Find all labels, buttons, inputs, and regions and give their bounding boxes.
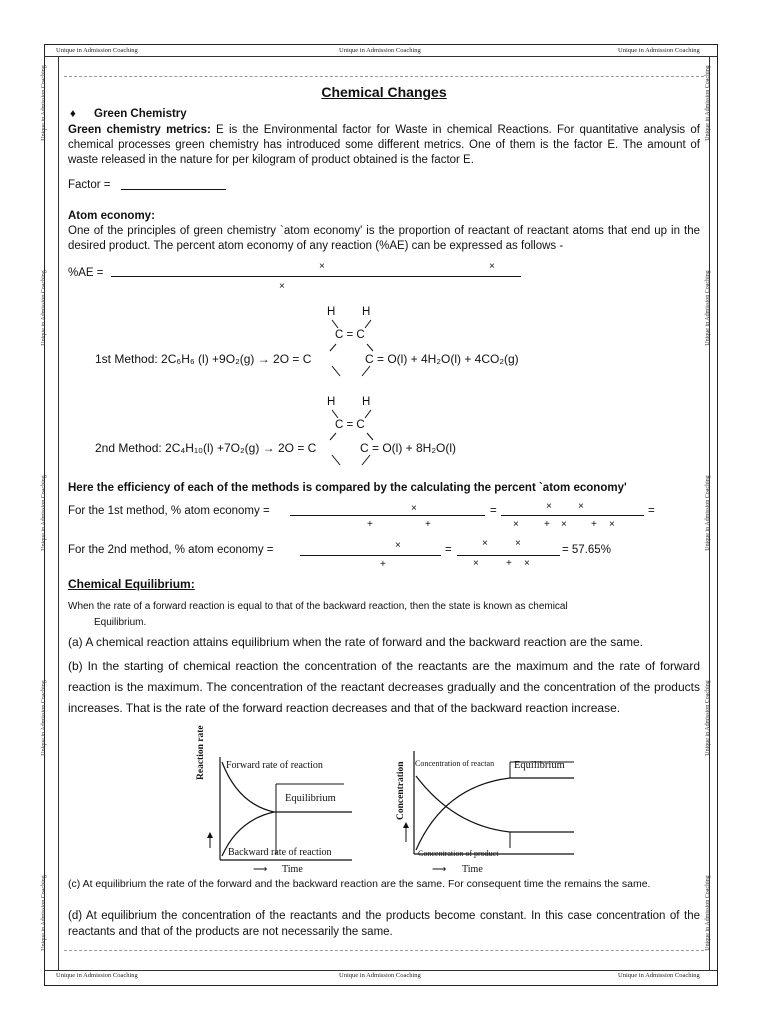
times-mark: × [279,281,285,292]
side-label: Unique in Admission Coaching [40,875,47,951]
method1-atom-economy-label: For the 1st method, % atom economy = [68,505,270,517]
times-mark: × [524,558,530,569]
point-b: (b) In the starting of chemical reaction the concentration of the reactants are the maximum and the rate of forward reaction is the maximum. The concentration of the reactant decreases gradually and the concentration of the products increases. That is the rate of the forward reaction decreases and that of the backward reaction increase. [68,659,700,715]
equals-sign: = [445,544,452,556]
product-concentration-label: Concentration of product [418,849,499,858]
times-mark: × [482,538,488,549]
equilibrium-heading: Chemical Equilibrium: [68,577,195,591]
fraction-bar [501,515,644,516]
equilibrium-label: Equilibrium [514,760,565,771]
equilibrium-intro: When the rate of a forward reaction is equal to that of the backward reaction, then the state is known as chemical [68,601,568,612]
point-a: (a) A chemical reaction attains equilibrium when the rate of forward and the backward reaction are the same. [68,635,643,649]
equilibrium-label: Equilibrium [285,793,336,804]
atom-economy-heading: Atom economy: [68,210,155,222]
factor-label: Factor = [68,179,111,191]
side-label: Unique in Admission Coaching [704,875,711,951]
plus-sign: + [380,559,386,570]
reactant-concentration-label: Concentration of reactan [415,759,495,768]
point-d: (d) At equilibrium the concentration of the reactants and the products become constant. In this case concentration of the reactants and that of the products are not necessarily the same. [68,910,700,938]
page-title: Chemical Changes [321,84,447,100]
hydrogen-label: H [362,396,371,408]
concentration-ylabel: Concentration [396,761,406,820]
times-mark: × [561,519,567,530]
times-mark: × [515,538,521,549]
times-mark: × [473,558,479,569]
forward-rate-label: Forward rate of reaction [226,760,323,771]
cc-double-bond: C = C [335,329,365,341]
header-right: Unique in Admission Coaching [618,47,700,54]
method2-atom-economy-label: For the 2nd method, % atom economy = [68,544,274,556]
side-label: Unique in Admission Coaching [704,680,711,756]
plus-sign: + [506,558,512,569]
green-chemistry-heading: Green Chemistry [94,108,187,120]
header-left: Unique in Admission Coaching [56,47,138,54]
equals-sign: = [490,505,497,517]
times-mark: × [578,501,584,512]
times-mark: × [395,540,401,551]
time-label: Time [282,864,303,875]
footer-left: Unique in Admission Coaching [56,972,138,979]
plus-sign: + [425,519,431,530]
times-mark: × [411,503,417,514]
time-arrow: ⟶ [432,864,447,875]
side-label: Unique in Admission Coaching [704,270,711,346]
plus-sign: + [367,519,373,530]
footer-center: Unique in Admission Coaching [339,972,421,979]
plus-sign: + [544,519,550,530]
side-label: Unique in Admission Coaching [40,270,47,346]
footer-right: Unique in Admission Coaching [618,972,700,979]
method1-products: C = O(l) + 4H₂O(l) + 4CO₂(g) [365,352,519,366]
method2-products: C = O(l) + 8H₂O(l) [360,441,456,455]
hydrogen-label: H [327,396,336,408]
method1-equation: 1st Method: 2C₆H₆ (l) +9O₂(g) → 2O = C [95,352,312,366]
times-mark: × [319,261,325,272]
side-label: Unique in Admission Coaching [704,475,711,551]
point-c: (c) At equilibrium the rate of the forward and the backward reaction are the same. For consequent time the remains the same. [68,878,651,890]
hydrogen-label: H [327,306,336,318]
side-label: Unique in Admission Coaching [40,475,47,551]
equals-sign: = [648,505,655,517]
efficiency-heading: Here the efficiency of each of the methods is compared by the calculating the percent `atom economy' [68,482,627,494]
result-value: = 57.65% [562,544,611,556]
equilibrium-intro-cont: Equilibrium. [94,617,147,628]
backward-rate-label: Backward rate of reaction [228,847,332,858]
cc-double-bond: C = C [335,419,365,431]
header-center: Unique in Admission Coaching [339,47,421,54]
plus-sign: + [591,519,597,530]
times-mark: × [489,261,495,272]
times-mark: × [513,519,519,530]
time-label: Time [462,864,483,875]
hydrogen-label: H [362,306,371,318]
time-arrow: ⟶ [253,864,268,875]
side-label: Unique in Admission Coaching [40,680,47,756]
bullet-icon: ♦ [70,108,76,120]
side-label: Unique in Admission Coaching [40,65,47,141]
times-mark: × [546,501,552,512]
times-mark: × [609,519,615,530]
reaction-rate-ylabel: Reaction rate [196,725,206,780]
method2-equation: 2nd Method: 2C₄H₁₀(l) +7O₂(g) → 2O = C [95,441,317,455]
green-metrics-paragraph: Green chemistry metrics: E is the Environmental factor for Waste in chemical Reactions. For quantitative analysis of chemical processes green chemistry has introduced some different metrics. One of them is the factor E. The amount of waste released in the nature for per kilogram of product obtained is the factor E. [68,124,700,166]
ae-label: %AE = [68,267,104,279]
side-label: Unique in Admission Coaching [704,65,711,141]
fraction-bar [300,555,441,556]
fraction-bar [290,515,485,516]
atom-economy-paragraph: One of the principles of green chemistry `atom economy' is the proportion of reactant of reactant atoms that end up in the desired product. The percent atom economy of any reaction (%AE) can be expressed as follows - [68,225,700,252]
